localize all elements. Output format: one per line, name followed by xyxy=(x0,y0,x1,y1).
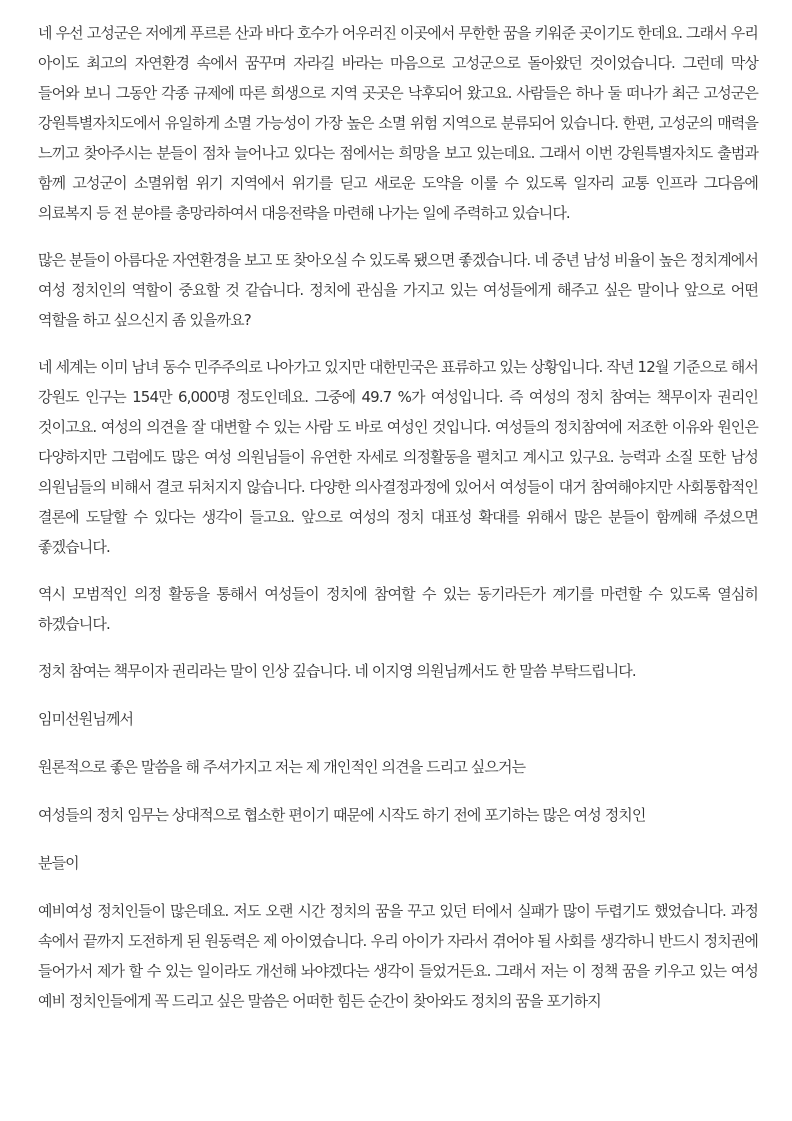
paragraph-interviewer-question: 많은 분들이 아름다운 자연환경을 보고 또 찾아오실 수 있도록 됐으면 좋겠습니다. 네 중년 남성 비율이 높은 정치계에서 여성 정치인의 역할이 중요할 것 같습니다. 정치에 관심을 가지고 있는 여성들에게 해주고 싶은 말이나 앞으로 어떤 역할을 하고 싶으신지 좀 있을까요? xyxy=(38,251,758,329)
article-body xyxy=(38,18,758,1033)
paragraph-interviewer-request: 정치 참여는 책무이자 권리라는 말이 인상 깊습니다. 네 이지영 의원님께서도 한 말씀 부탁드립니다. xyxy=(38,662,636,680)
paragraph-aspiring-politicians: 예비여성 정치인들이 많은데요. 저도 오랜 시간 정치의 꿈을 꾸고 있던 터에서 실패가 많이 두렵기도 했었습니다. 과정 속에서 끝까지 도전하게 된 원동력은 제 아이였습니다. 우리 아이가 자라서 겪어야 될 사회를 생각하니 반드시 정치권에 들어가서 제가 할 수 있는 일이라도 개선해 놔야겠다는 생각이 들었거든요. 그래서 저는 이 정책 꿈을 키우고 있는 여성 예비 정치인들에게 꼭 드리고 싶은 말씀은 어떠한 힘든 순간이 찾아와도 정치의 꿈을 포기하지 xyxy=(38,902,758,1010)
paragraph-opening-remark: 원론적으로 좋은 말씀을 해 주셔가지고 저는 제 개인적인 의견을 드리고 싶으거는 xyxy=(38,758,526,776)
paragraph-fragment: 분들이 xyxy=(38,854,79,872)
paragraph-speaker-address: 임미선원님께서 xyxy=(38,710,134,728)
paragraph-women-participation: 네 세계는 이미 남녀 동수 민주주의로 나아가고 있지만 대한민국은 표류하고 있는 상황입니다. 작년 12월 기준으로 해서 강원도 인구는 154만 6,000명 정도인데요. 그중에 49.7 %가 여성입니다. 즉 여성의 정치 참여는 책무이자 권리인 것이고요. 여성의 의견을 잘 대변할 수 있는 사람 도 바로 여성인 것입니다. 여성들의 정치참여에 저조한 이유와 원인은 다양하지만 그럼에도 많은 여성 의원님들이 유연한 자세로 의정활동을 펼치고 계시고 있구요. 능력과 소질 또한 남성 의원님들의 비해서 결코 뒤처지지 않습니다. 다양한 의사결정과정에 있어서 여성들이 대거 참여해야지만 사회통합적인 결론에 도달할 수 있다는 생각이 들고요. 앞으로 여성의 정치 대표성 확대를 위해서 많은 분들이 함께해 주셨으면 좋겠습니다. xyxy=(38,358,758,556)
paragraph-political-duty: 여성들의 정치 임무는 상대적으로 협소한 편이기 때문에 시작도 하기 전에 포기하는 많은 여성 정치인 xyxy=(38,806,646,824)
paragraph-commitment: 역시 모범적인 의정 활동을 통해서 여성들이 정치에 참여할 수 있는 동기라든가 계기를 마련할 수 있도록 열심히 하겠습니다. xyxy=(38,585,758,633)
paragraph-gosung-intro: 네 우선 고성군은 저에게 푸르른 산과 바다 호수가 어우러진 이곳에서 무한한 꿈을 키워준 곳이기도 한데요. 그래서 우리 아이도 최고의 자연환경 속에서 꿈꾸며 자라길 바라는 마음으로 고성군으로 돌아왔던 것이었습니다. 그런데 막상 들어와 보니 그동안 각종 규제에 따른 희생으로 지역 곳곳은 낙후되어 왔고요. 사람들은 하나 둘 떠나가 최근 고성군은 강원특별자치도에서 유일하게 소멸 가능성이 가장 높은 소멸 위험 지역으로 분류되어 있습니다. 한편, 고성군의 매력을 느끼고 찾아주시는 분들이 점차 늘어나고 있다는 점에서는 희망을 보고 있는데요. 그래서 이번 강원특별자치도 출범과 함께 고성군이 소멸위험 위기 지역에서 위기를 딛고 새로운 도약을 이룰 수 있도록 일자리 교통 인프라 그다음에 의료복지 등 전 분야를 총망라하여서 대응전략을 마련해 나가는 일에 주력하고 있습니다. xyxy=(38,24,758,222)
